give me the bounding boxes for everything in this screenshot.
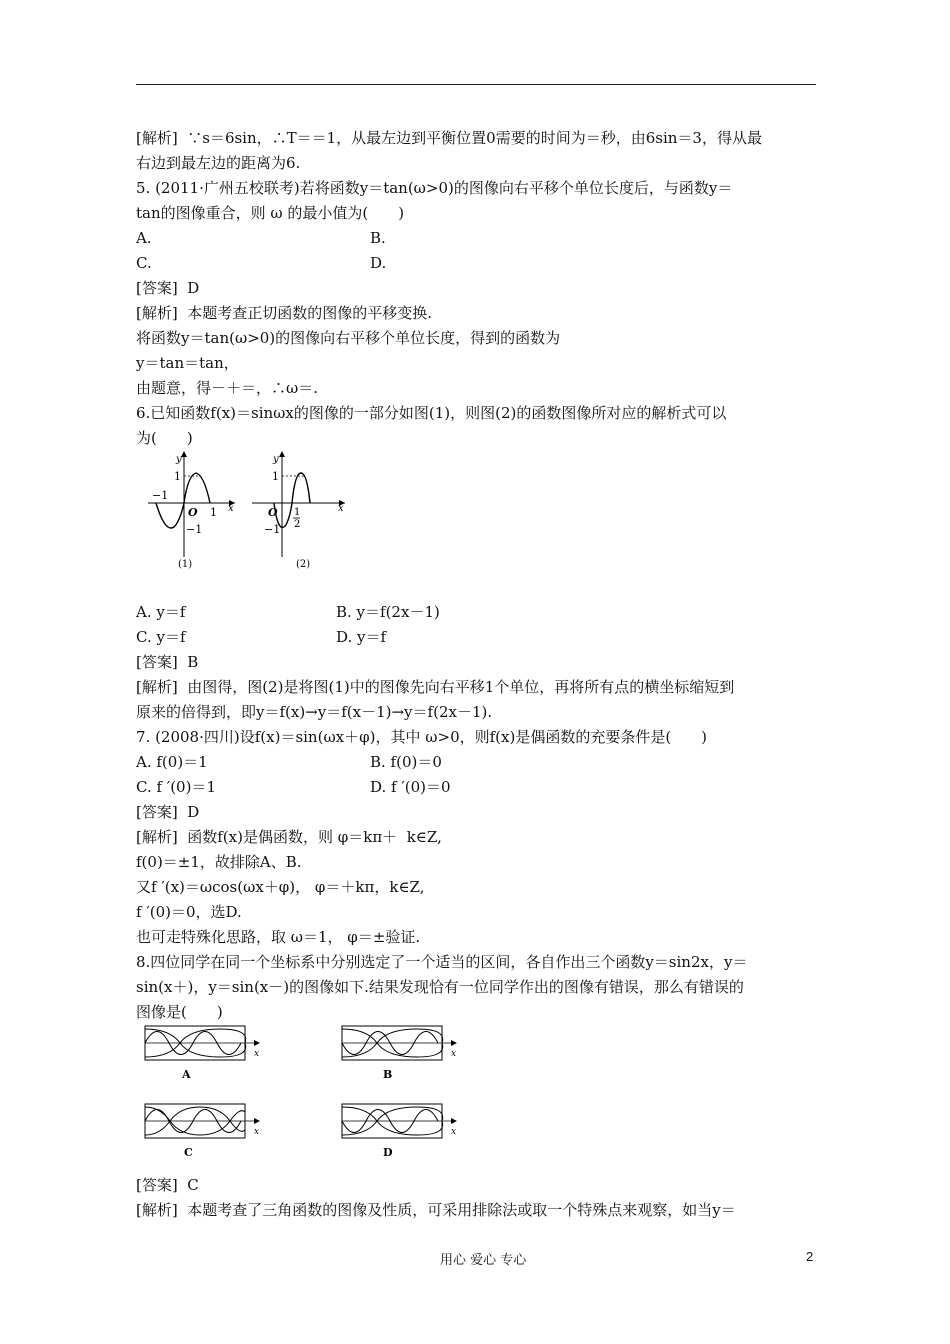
option-c: C. (136, 254, 152, 272)
text-line: f ′(0)＝0，选D. (136, 903, 242, 921)
question-5: 5. (2011·广州五校联考)若将函数y＝tan(ω>0)的图像向右平移个单位长度后，与函数y＝ (136, 179, 733, 197)
question-8: 8.四位同学在同一个坐标系中分别选定了一个适当的区间，各自作出三个函数y＝sin2x，y＝ (136, 953, 748, 971)
graph-option-c (145, 1104, 260, 1159)
axis-label-x: x (254, 1049, 260, 1059)
text-line: f(0)＝±1，故排除A、B. (136, 853, 302, 871)
text-line: 又f ′(x)＝ωcos(ωx＋φ)， φ＝＋kπ，k∈Z, (136, 878, 425, 896)
analysis: [解析] 由图得，图(2)是将图(1)中的图像先向右平移1个单位，再将所有点的横坐标缩短到 (136, 678, 735, 696)
text-line: [解析] ∵s＝6sin，∴T＝＝1，从最左边到平衡位置0需要的时间为＝秒，由6sin＝3，得从最 (136, 129, 762, 147)
tick-label: 1 (272, 470, 279, 483)
graph-option-a (145, 1026, 260, 1081)
tick-label: −1 (186, 523, 203, 536)
graph-label: A (182, 1068, 191, 1081)
question-6: 6.已知函数f(x)＝sinωx的图像的一部分如图(1)，则图(2)的函数图像所对应的解析式可以 (136, 404, 727, 422)
text-line: 图像是( ) (136, 1003, 223, 1021)
q6-figure (140, 445, 355, 580)
graph-option-d (342, 1104, 457, 1159)
answer: [答案] B (136, 653, 199, 671)
option-d: D. y＝f (336, 628, 387, 646)
tick-label: 1 (174, 470, 181, 483)
option-b: B. y＝f(2x－1) (336, 603, 440, 621)
origin-label: O (188, 506, 198, 519)
option-a: A. (136, 229, 152, 247)
graph-option-b (342, 1026, 457, 1081)
text-line: 也可走特殊化思路，取 ω＝1， φ＝±验证. (136, 928, 421, 946)
analysis: [解析] 函数f(x)是偶函数，则 φ＝kπ＋ k∈Z, (136, 828, 442, 846)
q8-figure (140, 1020, 470, 1160)
text-line: 右边到最左边的距离为6. (136, 154, 301, 172)
option-a: A. f(0)＝1 (136, 753, 208, 771)
q6-graph-1 (148, 451, 235, 570)
axis-label-x: x (228, 503, 234, 514)
analysis: [解析] 本题考查了三角函数的图像及性质，可采用排除法或取一个特殊点来观察，如当y＝ (136, 1201, 736, 1219)
tick-label-numerator: 1 (294, 507, 301, 518)
graph-label: D (383, 1146, 393, 1159)
tick-label: 1 (210, 506, 217, 519)
figure-caption: (2) (296, 559, 311, 570)
text-line: 由题意，得－＋＝，∴ω＝. (136, 379, 319, 397)
tick-label-denominator: 2 (294, 519, 301, 530)
text-line: y＝tan＝tan， (136, 354, 239, 372)
header-rule (136, 84, 816, 85)
graph-label: C (184, 1146, 193, 1159)
graph-label: B (383, 1068, 393, 1081)
option-c: C. y＝f (136, 628, 186, 646)
axis-label-x: x (338, 503, 344, 514)
axis-label-x: x (254, 1127, 260, 1137)
answer: [答案] C (136, 1176, 199, 1194)
question-7: 7. (2008·四川)设f(x)＝sin(ωx＋φ)，其中 ω>0，则f(x)是偶函数的充要条件是( ) (136, 728, 708, 746)
option-b: B. (370, 229, 386, 247)
option-d: D. f ′(0)＝0 (370, 778, 451, 796)
option-b: B. f(0)＝0 (370, 753, 442, 771)
analysis: [解析] 本题考查正切函数的图像的平移变换. (136, 304, 433, 322)
axis-label-x: x (451, 1127, 457, 1137)
figure-caption: (1) (178, 559, 193, 570)
q6-graph-2 (252, 451, 345, 570)
answer: [答案] D (136, 279, 200, 297)
text-line: 原来的倍得到，即y＝f(x)→y＝f(x－1)→y＝f(2x－1). (136, 703, 493, 721)
option-c: C. f ′(0)＝1 (136, 778, 216, 796)
axis-label-y: y (176, 454, 182, 465)
answer: [答案] D (136, 803, 200, 821)
text-line: 将函数y＝tan(ω>0)的图像向右平移个单位长度，得到的函数为 (136, 329, 561, 347)
origin-label: O (268, 506, 278, 519)
axis-label-x: x (451, 1049, 457, 1059)
axis-label-y: y (273, 454, 279, 465)
tick-label: −1 (264, 523, 281, 536)
option-a: A. y＝f (136, 603, 186, 621)
option-d: D. (370, 254, 387, 272)
text-line: 为( ) (136, 429, 193, 447)
tick-label: −1 (152, 489, 169, 502)
page-number: 2 (806, 1249, 814, 1264)
page-footer: 用心 爱心 专心 (440, 1253, 527, 1268)
text-line: sin(x＋)，y＝sin(x－)的图像如下.结果发现恰有一位同学作出的图像有错误，那么有错误的 (136, 978, 744, 996)
text-line: tan的图像重合，则 ω 的最小值为( ) (136, 204, 405, 222)
